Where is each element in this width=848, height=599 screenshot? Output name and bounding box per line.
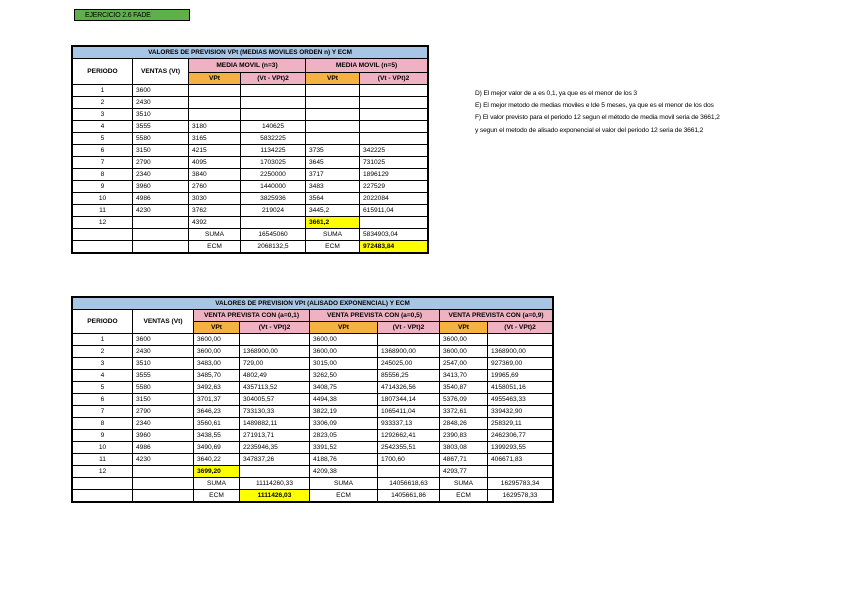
value-cell: 2547,00 (440, 358, 488, 370)
table-row (73, 193, 428, 205)
table-row (73, 394, 553, 406)
value-cell: 85556,25 (378, 370, 440, 382)
sum-label: SUMA (306, 229, 360, 241)
value-cell: 5832225 (241, 133, 306, 145)
value-cell: 406671,83 (488, 454, 553, 466)
period-cell: 8 (73, 418, 133, 430)
empty-cell (73, 241, 133, 253)
sales-cell: 3960 (133, 430, 194, 442)
value-cell: 3413,70 (440, 370, 488, 382)
sum-label: SUMA (440, 478, 488, 490)
value-cell: 2542355,51 (378, 442, 440, 454)
value-cell: 3560,61 (194, 418, 240, 430)
sales-cell: 3510 (133, 109, 189, 121)
ecm-label: ECM (194, 490, 240, 502)
table-row (73, 334, 553, 346)
value-cell: 3490,69 (194, 442, 240, 454)
table-row (73, 217, 428, 229)
group-header-alpha09: VENTA PREVISTA CON (a=0,9) (440, 310, 553, 322)
value-cell (360, 217, 428, 229)
sales-cell: 3600 (133, 334, 194, 346)
sub-header-error: (Vt - VPt)2 (488, 322, 553, 334)
value-cell (360, 85, 428, 97)
value-cell (241, 85, 306, 97)
sales-cell: 4986 (133, 442, 194, 454)
value-cell: 2390,83 (440, 430, 488, 442)
sales-cell: 2790 (133, 406, 194, 418)
table-row (73, 454, 553, 466)
value-cell: 733130,33 (240, 406, 310, 418)
period-cell: 12 (73, 466, 133, 478)
value-cell (378, 334, 440, 346)
sum-value-alpha01: 11114260,33 (240, 478, 310, 490)
value-cell: 342225 (360, 145, 428, 157)
value-cell: 729,00 (240, 358, 310, 370)
value-cell: 1399293,55 (488, 442, 553, 454)
period-cell: 3 (73, 358, 133, 370)
empty-cell (73, 229, 133, 241)
value-cell (360, 121, 428, 133)
sales-cell: 5580 (133, 133, 189, 145)
sales-cell: 4230 (133, 205, 189, 217)
exercise-title: EJERCICIO 2.6 FADE (74, 9, 190, 21)
value-cell: 933337,13 (378, 418, 440, 430)
value-cell (360, 109, 428, 121)
value-cell (488, 466, 553, 478)
value-cell: 2250000 (241, 169, 306, 181)
value-cell: 3600,00 (440, 346, 488, 358)
value-cell (240, 466, 310, 478)
ecm-label: ECM (189, 241, 241, 253)
period-cell: 7 (73, 406, 133, 418)
col-header-sales: VENTAS (Vt) (133, 310, 194, 334)
value-cell: 1368900,00 (488, 346, 553, 358)
value-cell: 4955463,33 (488, 394, 553, 406)
value-cell: 3803,08 (440, 442, 488, 454)
period-cell: 8 (73, 169, 133, 181)
sum-value-ma3: 16545060 (241, 229, 306, 241)
value-cell: 1292662,41 (378, 430, 440, 442)
note-line: y segun el metodo de alisado exponencial el valor del periodo 12 seria de 3661,2 (475, 126, 704, 134)
sub-header-error: (Vt - VPt)2 (360, 73, 428, 85)
note-line: F) El valor previsto para el periodo 12 segun el método de media movil seria de 3661,2 (475, 114, 720, 122)
value-cell (488, 334, 553, 346)
value-cell: 2235946,35 (240, 442, 310, 454)
ecm-label: ECM (310, 490, 378, 502)
value-cell: 1700,60 (378, 454, 440, 466)
period-cell: 4 (73, 370, 133, 382)
empty-cell (73, 490, 133, 502)
value-cell: 4095 (189, 157, 241, 169)
table-row (73, 121, 428, 133)
value-cell: 5376,09 (440, 394, 488, 406)
value-cell: 2848,26 (440, 418, 488, 430)
value-cell: 3600,00 (310, 346, 378, 358)
table-caption: VALORES DE PREVISION VPt (MEDIAS MOVILES ORDEN n) Y ECM (73, 47, 428, 59)
sub-header-error: (Vt - VPt)2 (241, 73, 306, 85)
sum-value-alpha09: 16295783,34 (488, 478, 553, 490)
value-cell: 615911,04 (360, 205, 428, 217)
sub-header-error: (Vt - VPt)2 (240, 322, 310, 334)
period-cell: 9 (73, 430, 133, 442)
sub-header-vpt: VPt (306, 73, 360, 85)
value-cell (241, 97, 306, 109)
value-cell: 3408,75 (310, 382, 378, 394)
value-cell: 3540,87 (440, 382, 488, 394)
value-cell (189, 97, 241, 109)
value-cell (189, 109, 241, 121)
table-caption: VALORES DE PREVISION VPt (ALISADO EXPONENCIAL) Y ECM (73, 298, 553, 310)
period-cell: 7 (73, 157, 133, 169)
value-cell: 3165 (189, 133, 241, 145)
period-cell: 4 (73, 121, 133, 133)
sum-label: SUMA (194, 478, 240, 490)
value-cell: 4392 (189, 217, 241, 229)
value-cell: 1896129 (360, 169, 428, 181)
value-cell: 304005,57 (240, 394, 310, 406)
empty-cell (133, 229, 189, 241)
value-cell: 19965,69 (488, 370, 553, 382)
period-cell: 10 (73, 193, 133, 205)
sum-label: SUMA (189, 229, 241, 241)
group-header-alpha05: VENTA PREVISTA CON (a=0,5) (310, 310, 440, 322)
group-header-ma3: MEDIA MOVIL (n=3) (189, 59, 306, 73)
value-cell: 3483 (306, 181, 360, 193)
col-header-period: PERIODO (73, 59, 133, 85)
value-cell (240, 334, 310, 346)
table-row (73, 133, 428, 145)
value-cell: 347837,26 (240, 454, 310, 466)
sales-cell: 2430 (133, 97, 189, 109)
value-cell: 3438,55 (194, 430, 240, 442)
col-header-sales: VENTAS (Vt) (133, 59, 189, 85)
table-row (73, 157, 428, 169)
value-cell: 3699,20 (194, 466, 240, 478)
value-cell: 227529 (360, 181, 428, 193)
period-cell: 1 (73, 85, 133, 97)
value-cell (306, 133, 360, 145)
value-cell: 2462306,77 (488, 430, 553, 442)
table-row (73, 370, 553, 382)
value-cell: 3762 (189, 205, 241, 217)
table-row (73, 181, 428, 193)
sales-cell: 3510 (133, 358, 194, 370)
value-cell: 4188,76 (310, 454, 378, 466)
value-cell: 3180 (189, 121, 241, 133)
value-cell: 4867,71 (440, 454, 488, 466)
period-cell: 11 (73, 454, 133, 466)
value-cell: 2760 (189, 181, 241, 193)
sub-header-error: (Vt - VPt)2 (378, 322, 440, 334)
value-cell: 4215 (189, 145, 241, 157)
value-cell: 3445,2 (306, 205, 360, 217)
value-cell: 1807344,14 (378, 394, 440, 406)
value-cell (189, 85, 241, 97)
value-cell (241, 109, 306, 121)
group-header-alpha01: VENTA PREVISTA CON (a=0,1) (194, 310, 310, 322)
value-cell (306, 97, 360, 109)
value-cell: 4714326,56 (378, 382, 440, 394)
sales-cell (133, 217, 189, 229)
value-cell: 3600,00 (310, 334, 378, 346)
period-cell: 5 (73, 382, 133, 394)
sales-cell: 3150 (133, 145, 189, 157)
sales-cell: 2340 (133, 418, 194, 430)
sub-header-vpt: VPt (189, 73, 241, 85)
group-header-ma5: MEDIA MOVIL (n=5) (306, 59, 428, 73)
period-cell: 6 (73, 145, 133, 157)
value-cell: 1368900,00 (240, 346, 310, 358)
value-cell: 3822,19 (310, 406, 378, 418)
table-row (73, 169, 428, 181)
period-cell: 5 (73, 133, 133, 145)
table-row (73, 406, 553, 418)
value-cell: 3645 (306, 157, 360, 169)
sales-cell: 3555 (133, 121, 189, 133)
ecm-label: ECM (440, 490, 488, 502)
value-cell: 3600,00 (194, 346, 240, 358)
value-cell: 4293,77 (440, 466, 488, 478)
ecm-value-ma3: 2068132,5 (241, 241, 306, 253)
value-cell: 3701,37 (194, 394, 240, 406)
table-row (73, 358, 553, 370)
ecm-value-alpha09: 1629578,33 (488, 490, 553, 502)
conclusions-notes (475, 88, 720, 137)
value-cell (360, 133, 428, 145)
value-cell: 3735 (306, 145, 360, 157)
value-cell: 271913,71 (240, 430, 310, 442)
ecm-value-ma5-best: 972483,84 (360, 241, 428, 253)
value-cell (306, 85, 360, 97)
value-cell: 3372,61 (440, 406, 488, 418)
empty-cell (133, 478, 194, 490)
sales-cell: 3555 (133, 370, 194, 382)
note-line: D) El mejor valor de a es 0,1, ya que es el menor de los 3 (475, 90, 637, 97)
value-cell: 1368900,00 (378, 346, 440, 358)
value-cell: 4209,38 (310, 466, 378, 478)
sub-header-vpt: VPt (310, 322, 378, 334)
value-cell: 3661,2 (306, 217, 360, 229)
period-cell: 11 (73, 205, 133, 217)
period-cell: 1 (73, 334, 133, 346)
value-cell: 2823,05 (310, 430, 378, 442)
period-cell: 9 (73, 181, 133, 193)
table-row (73, 430, 553, 442)
value-cell: 245025,00 (378, 358, 440, 370)
table-row (73, 145, 428, 157)
sales-cell: 2790 (133, 157, 189, 169)
value-cell: 3391,52 (310, 442, 378, 454)
table-row (73, 418, 553, 430)
value-cell: 140625 (241, 121, 306, 133)
value-cell: 3306,09 (310, 418, 378, 430)
exponential-smoothing-table (72, 297, 553, 502)
value-cell: 3825936 (241, 193, 306, 205)
value-cell (306, 121, 360, 133)
sub-header-vpt: VPt (440, 322, 488, 334)
value-cell (241, 217, 306, 229)
value-cell: 3717 (306, 169, 360, 181)
ecm-value-alpha01-best: 1111426,03 (240, 490, 310, 502)
value-cell: 2022084 (360, 193, 428, 205)
table-row (73, 97, 428, 109)
value-cell: 4802,49 (240, 370, 310, 382)
period-cell: 2 (73, 346, 133, 358)
ecm-label: ECM (306, 241, 360, 253)
value-cell: 3262,50 (310, 370, 378, 382)
sales-cell: 3150 (133, 394, 194, 406)
value-cell: 1440000 (241, 181, 306, 193)
period-cell: 10 (73, 442, 133, 454)
col-header-period: PERIODO (73, 310, 133, 334)
sales-cell: 3600 (133, 85, 189, 97)
note-line: E) El mejor metodo de medias moviles e lde 5 meses, ya que es el menor de los dos (475, 102, 714, 110)
period-cell: 12 (73, 217, 133, 229)
sales-cell: 4986 (133, 193, 189, 205)
value-cell: 4494,38 (310, 394, 378, 406)
value-cell: 3030 (189, 193, 241, 205)
sales-cell: 2340 (133, 169, 189, 181)
table-row (73, 382, 553, 394)
period-cell: 2 (73, 97, 133, 109)
empty-cell (133, 490, 194, 502)
table-row (73, 109, 428, 121)
value-cell: 258329,11 (488, 418, 553, 430)
period-cell: 6 (73, 394, 133, 406)
value-cell: 1489882,11 (240, 418, 310, 430)
table-row (73, 442, 553, 454)
value-cell: 1065411,04 (378, 406, 440, 418)
value-cell: 3600,00 (440, 334, 488, 346)
value-cell: 3485,70 (194, 370, 240, 382)
value-cell: 4158051,16 (488, 382, 553, 394)
value-cell (378, 466, 440, 478)
value-cell: 3600,00 (194, 334, 240, 346)
empty-cell (73, 478, 133, 490)
sales-cell (133, 466, 194, 478)
value-cell: 3483,00 (194, 358, 240, 370)
value-cell: 3640,22 (194, 454, 240, 466)
sales-cell: 4230 (133, 454, 194, 466)
empty-cell (133, 241, 189, 253)
sum-label: SUMA (310, 478, 378, 490)
value-cell: 3492,63 (194, 382, 240, 394)
table-row (73, 466, 553, 478)
table-row (73, 346, 553, 358)
value-cell: 1134225 (241, 145, 306, 157)
value-cell: 927369,00 (488, 358, 553, 370)
sum-value-alpha05: 14056618,63 (378, 478, 440, 490)
sum-value-ma5: 5834903,04 (360, 229, 428, 241)
value-cell: 731025 (360, 157, 428, 169)
table-row (73, 85, 428, 97)
value-cell: 3646,23 (194, 406, 240, 418)
value-cell: 219024 (241, 205, 306, 217)
table-row (73, 205, 428, 217)
value-cell: 339432,90 (488, 406, 553, 418)
ecm-value-alpha05: 1405661,86 (378, 490, 440, 502)
value-cell (360, 97, 428, 109)
sales-cell: 2430 (133, 346, 194, 358)
value-cell: 3840 (189, 169, 241, 181)
sales-cell: 3960 (133, 181, 189, 193)
moving-average-table (72, 46, 428, 253)
value-cell (306, 109, 360, 121)
value-cell: 3564 (306, 193, 360, 205)
value-cell: 4357113,52 (240, 382, 310, 394)
period-cell: 3 (73, 109, 133, 121)
sales-cell: 5580 (133, 382, 194, 394)
value-cell: 3015,00 (310, 358, 378, 370)
sub-header-vpt: VPt (194, 322, 240, 334)
value-cell: 1703025 (241, 157, 306, 169)
